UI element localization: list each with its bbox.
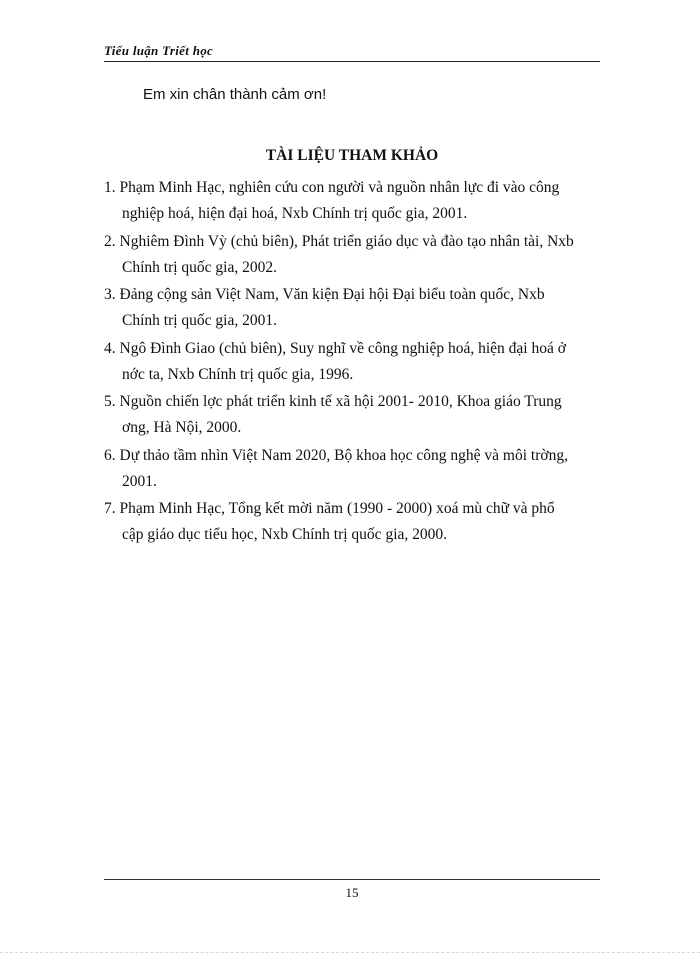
reference-item: [104, 443, 600, 495]
references-list: [104, 175, 600, 550]
footer-divider: [104, 879, 600, 880]
reference-item: [104, 389, 600, 441]
reference-line-1: 6. Dự thảo tầm nhìn Việt Nam 2020, Bộ khoa học công nghệ và môi trờng,: [104, 446, 568, 464]
reference-line-2: ơng, Hà Nội, 2000.: [122, 419, 242, 436]
reference-line-2: nghiệp hoá, hiện đại hoá, Nxb Chính trị quốc gia, 2001.: [122, 205, 468, 222]
reference-line-2: 2001.: [122, 472, 157, 490]
reference-line-1: 7. Phạm Minh Hạc, Tổng kết mời năm (1990 - 2000) xoá mù chữ và phổ: [104, 500, 555, 517]
reference-item: [104, 229, 600, 281]
reference-line-2: nớc ta, Nxb Chính trị quốc gia, 1996.: [122, 365, 354, 383]
references-title: TÀI LIỆU THAM KHẢO: [265, 147, 439, 164]
reference-line-1: 3. Đảng cộng sản Việt Nam, Văn kiện Đại hội Đại biểu toàn quốc, Nxb: [104, 286, 545, 303]
reference-item: [104, 496, 600, 548]
reference-line-2: Chính trị quốc gia, 2001.: [122, 312, 277, 329]
reference-line-1: 4. Ngô Đình Giao (chủ biên), Suy nghĩ về công nghiệp hoá, hiện đại hoá ở: [104, 339, 566, 357]
reference-line-1: 2. Nghiêm Đình Vỳ (chủ biên), Phát triển giáo dục và đào tạo nhân tài, Nxb: [104, 232, 574, 250]
thanks-line: Em xin chân thành cảm ơn!: [143, 86, 327, 103]
page-header: [104, 42, 600, 62]
header-title: Tiểu luận Triết học: [104, 43, 214, 58]
page-edge-divider: [0, 952, 700, 953]
reference-item: [104, 175, 600, 227]
page-number: 15: [345, 885, 359, 900]
reference-item: [104, 282, 600, 334]
reference-line-2: Chính trị quốc gia, 2002.: [122, 258, 277, 276]
reference-line-2: cập giáo dục tiểu học, Nxb Chính trị quốc gia, 2000.: [122, 526, 448, 543]
reference-line-1: 1. Phạm Minh Hạc, nghiên cứu con người và nguồn nhân lực đi vào công: [104, 179, 560, 196]
reference-line-1: 5. Nguồn chiến lợc phát triển kinh tế xã hội 2001- 2010, Khoa giáo Trung: [104, 393, 562, 410]
reference-item: [104, 336, 600, 388]
